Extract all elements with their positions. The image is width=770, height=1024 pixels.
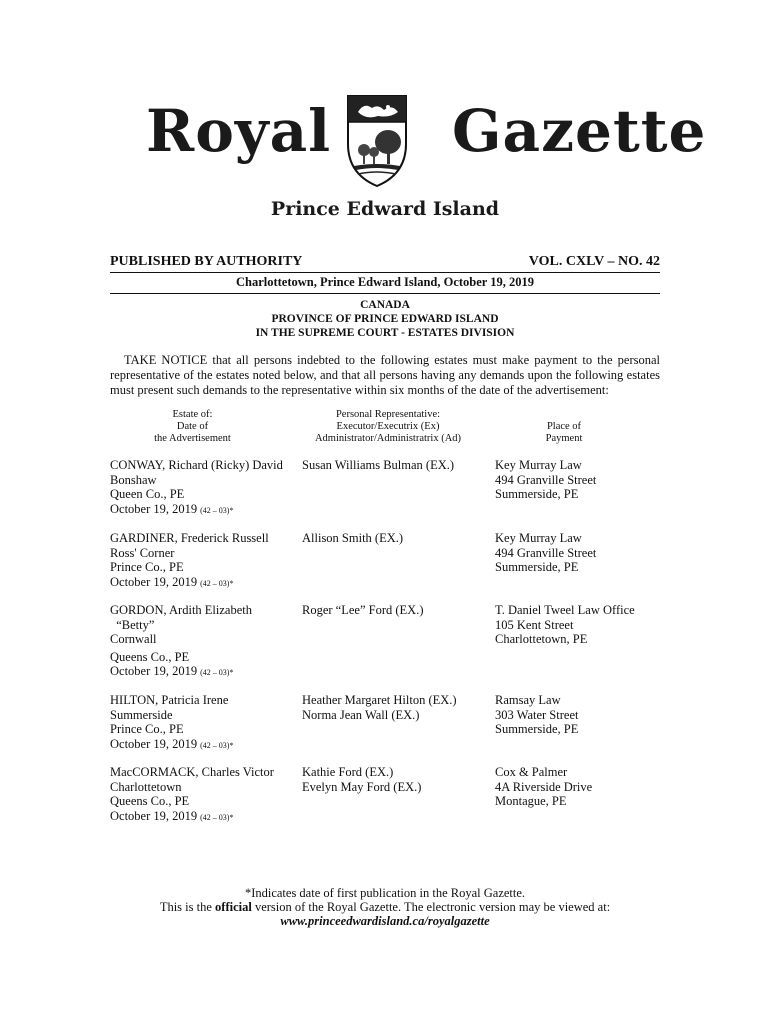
court-line: PROVINCE OF PRINCE EDWARD ISLAND: [271, 313, 499, 325]
representative-column: [302, 531, 502, 546]
column-header-representative: [298, 409, 478, 445]
notice-paragraph: TAKE NOTICE that all persons indebted to the following estates must make payment to the personal representative of the estates noted below, and that all persons having any demands upon the following estates must present such demands to the representative within six months of the date of the advertisement:: [110, 353, 660, 397]
estate-line: Prince Co., PE: [110, 560, 184, 574]
column-header-line: Payment: [545, 433, 583, 444]
advertisement-date: October 19, 2019: [110, 808, 198, 823]
column-header-line: Administrator/Administratrix (Ad): [314, 433, 462, 444]
estate-line: Bonshaw: [110, 472, 157, 487]
representative: Susan Williams Bulman (EX.): [302, 458, 455, 472]
estate-column: [110, 603, 300, 681]
advertisement-date: October 19, 2019: [110, 664, 198, 678]
advertisement-date: October 19, 2019: [110, 736, 198, 751]
estate-line: Queen Co., PE: [110, 487, 185, 501]
payment-line: 494 Granville Street: [495, 472, 597, 487]
payment-line: 303 Water Street: [495, 707, 579, 722]
estate-line: “Betty”: [110, 617, 155, 632]
estate-line: Cornwall: [110, 632, 157, 646]
payment-line: Ramsay Law: [495, 693, 561, 707]
court-heading: [110, 298, 660, 340]
column-header-line: Personal Representative:: [335, 409, 441, 420]
estate-column: [110, 693, 300, 753]
court-line: IN THE SUPREME COURT - ESTATES DIVISION: [255, 327, 515, 339]
pei-coat-of-arms-icon: [344, 92, 410, 188]
payment-column: [495, 693, 665, 737]
representative: Allison Smith (EX.): [302, 531, 404, 545]
footer-url-link[interactable]: www.princeedwardisland.ca/royalgazette: [280, 914, 490, 928]
representative-column: [302, 765, 502, 794]
subtitle: Prince Edward Island: [270, 198, 500, 220]
court-line: CANADA: [360, 299, 410, 311]
payment-line: 4A Riverside Drive: [495, 779, 593, 794]
footer-text: This is the: [159, 900, 216, 914]
estate-line: Ross' Corner: [110, 545, 175, 560]
representative-column: [302, 458, 502, 473]
estate-column: [110, 531, 300, 591]
payment-line: Charlottetown, PE: [495, 632, 588, 646]
payment-line: T. Daniel Tweel Law Office: [495, 603, 635, 617]
masthead-title-right: Gazette: [452, 97, 707, 165]
publication-bar: [110, 254, 660, 273]
representative: Roger “Lee” Ford (EX.): [302, 603, 424, 617]
footer-note: *Indicates date of first publication in the Royal Gazette.: [244, 886, 526, 900]
estate-line: Queens Co., PE: [110, 794, 190, 808]
representative-column: [302, 693, 502, 722]
representative: Evelyn May Ford (EX.): [302, 779, 422, 794]
column-header-line: Place of: [546, 421, 582, 432]
advertisement-date: October 19, 2019: [110, 501, 198, 516]
masthead: [0, 92, 770, 192]
estate-name: GARDINER, Frederick Russell: [110, 531, 269, 545]
payment-line: Montague, PE: [495, 794, 567, 808]
publication-code: (42 – 03)*: [200, 668, 234, 677]
dateline: Charlottetown, Prince Edward Island, October 19, 2019: [110, 275, 660, 294]
payment-line: Cox & Palmer: [495, 765, 568, 779]
payment-line: Summerside, PE: [495, 487, 579, 501]
estate-name: MacCORMACK, Charles Victor: [110, 765, 274, 779]
estate-name: CONWAY, Richard (Ricky) David: [110, 458, 283, 472]
publication-code: (42 – 03)*: [200, 812, 234, 822]
representative: Heather Margaret Hilton (EX.): [302, 693, 457, 707]
payment-column: [495, 458, 665, 502]
publication-code: (42 – 03)*: [200, 578, 234, 588]
masthead-title-left: Royal: [146, 97, 332, 165]
estate-line: Summerside: [110, 707, 173, 722]
estate-column: [110, 458, 300, 518]
column-header-line: Executor/Executrix (Ex): [336, 421, 440, 432]
payment-column: [495, 603, 665, 647]
estate-line: Queens Co., PE: [110, 649, 190, 664]
column-header-payment: [494, 421, 634, 445]
footer-text: version of the Royal Gazette. The electronic version may be viewed at:: [251, 900, 611, 914]
representative-column: [302, 603, 502, 618]
payment-line: Summerside, PE: [495, 722, 579, 736]
advertisement-date: October 19, 2019: [110, 574, 198, 589]
estate-line: Prince Co., PE: [110, 722, 184, 736]
footer-official: official: [215, 900, 252, 914]
payment-column: [495, 765, 665, 809]
estate-name: GORDON, Ardith Elizabeth: [110, 603, 252, 617]
payment-line: Key Murray Law: [495, 458, 582, 472]
payment-line: Summerside, PE: [495, 560, 579, 574]
published-by-authority: PUBLISHED BY AUTHORITY: [110, 254, 303, 269]
publication-code: (42 – 03)*: [200, 740, 234, 750]
estate-name: HILTON, Patricia Irene: [110, 693, 229, 707]
column-header-line: Date of: [176, 421, 209, 432]
payment-line: 105 Kent Street: [495, 617, 574, 632]
volume-number: VOL. CXLV – NO. 42: [528, 254, 660, 269]
payment-line: 494 Granville Street: [495, 545, 597, 560]
estate-line: Charlottetown: [110, 779, 182, 794]
column-header-line: Estate of:: [172, 409, 213, 420]
payment-line: Key Murray Law: [495, 531, 582, 545]
estate-column: [110, 765, 300, 825]
column-header-line: the Advertisement: [154, 433, 231, 444]
representative: Kathie Ford (EX.): [302, 765, 394, 779]
column-header-estate: [110, 409, 275, 445]
publication-code: (42 – 03)*: [200, 505, 234, 515]
representative: Norma Jean Wall (EX.): [302, 707, 420, 722]
footer: [110, 886, 660, 928]
payment-column: [495, 531, 665, 575]
